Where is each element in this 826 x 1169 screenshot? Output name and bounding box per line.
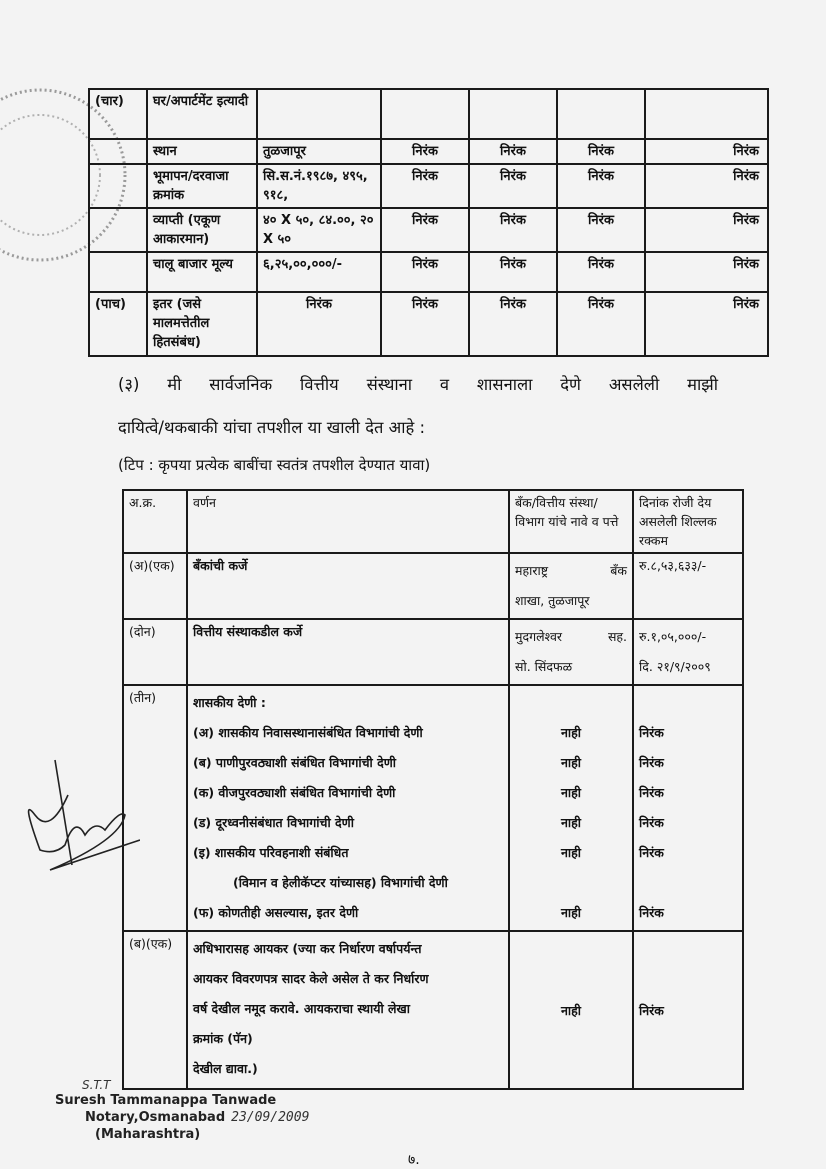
- sr-cell: (अ)(एक): [123, 553, 187, 619]
- govt-title: शासकीय देणी :: [193, 695, 266, 710]
- page-number: ७.: [408, 1152, 420, 1168]
- table-row: [89, 252, 768, 292]
- liabilities-table: [122, 489, 744, 1090]
- table-row: [89, 89, 768, 139]
- header-lender: बँक/वित्तीय संस्था/ विभाग यांचे नावे व पत्ते: [509, 490, 633, 553]
- govt-item: (फ) कोणतीही असल्यास, इतर देणी: [193, 905, 359, 920]
- sr-cell: [89, 252, 147, 292]
- col-cell: निरंक: [557, 292, 645, 356]
- word: (३): [118, 375, 140, 394]
- amount-value: निरंक: [639, 815, 664, 830]
- sr-cell: (चार): [89, 89, 147, 139]
- col-cell: निरंक: [469, 252, 557, 292]
- govt-item: (इ) शासकीय परिवहनाशी संबंधित: [193, 845, 349, 860]
- amount-cell: [633, 685, 743, 931]
- word: शासनाला: [476, 375, 533, 394]
- section3-line2: दायित्वे/थकबाकी यांचा तपशील या खाली देत आहे :: [118, 418, 426, 437]
- word: वित्तीय: [300, 375, 339, 394]
- lender-cell: [509, 619, 633, 685]
- tax-line: क्रमांक (पॅन): [193, 1031, 253, 1046]
- col-cell: निरंक: [645, 164, 768, 208]
- section3-note: (टिप : कृपया प्रत्येक बाबींचा स्वतंत्र तपशील देण्यात यावा): [118, 456, 431, 474]
- notary-block: [55, 1092, 309, 1143]
- value-cell: [257, 89, 381, 139]
- sr-cell: (ब)(एक): [123, 931, 187, 1089]
- lender-branch: सो. सिंदफळ: [515, 659, 573, 674]
- lender-branch: शाखा, तुळजापूर: [515, 593, 590, 608]
- col-cell: निरंक: [381, 252, 469, 292]
- desc-cell: भूमापन/दरवाजा क्रमांक: [147, 164, 257, 208]
- sr-cell: [89, 139, 147, 164]
- col-cell: निरंक: [469, 208, 557, 252]
- notary-initials: S.T.T: [82, 1078, 111, 1092]
- lender-name: मुदगलेश्वर: [515, 629, 563, 644]
- word: संस्थाना: [366, 375, 413, 394]
- signature-icon: [10, 755, 140, 875]
- notary-state: (Maharashtra): [95, 1127, 201, 1142]
- dept-value: नाही: [560, 815, 582, 830]
- col-cell: निरंक: [381, 164, 469, 208]
- table-row: [123, 685, 743, 931]
- value-cell: ६,२५,००,०००/-: [257, 252, 381, 292]
- notary-city: Notary,Osmanabad: [85, 1110, 226, 1125]
- govt-item: (ब) पाणीपुरवठ्याशी संबंधित विभागांची देणी: [193, 755, 397, 770]
- desc-cell: [187, 685, 509, 931]
- dept-value: नाही: [560, 845, 582, 860]
- table-row: [89, 139, 768, 164]
- section3-line1: [118, 372, 718, 395]
- amount-value: रु.१,०५,०००/-: [639, 629, 707, 644]
- tax-line: देखील द्यावा.): [193, 1061, 258, 1076]
- sr-cell: [89, 164, 147, 208]
- table-row: [123, 553, 743, 619]
- tax-line: आयकर विवरणपत्र सादर केले असेल ते कर निर्धारण: [193, 971, 429, 986]
- govt-item: (अ) शासकीय निवासस्थानासंबंधित विभागांची देणी: [193, 725, 423, 740]
- col-cell: [381, 89, 469, 139]
- lender-cell: [509, 685, 633, 931]
- desc-cell: वित्तीय संस्थाकडील कर्जे: [187, 619, 509, 685]
- col-cell: निरंक: [557, 208, 645, 252]
- amount-value: निरंक: [639, 755, 664, 770]
- col-cell: निरंक: [381, 208, 469, 252]
- col-cell: निरंक: [557, 164, 645, 208]
- word: असलेली: [608, 375, 660, 394]
- amount-value: निरंक: [633, 931, 743, 1089]
- notary-date: 23/09/2009: [231, 1110, 310, 1125]
- table-row: [123, 931, 743, 1089]
- col-cell: निरंक: [557, 252, 645, 292]
- word: व: [439, 375, 450, 394]
- desc-cell: इतर (जसे मालमत्तेतील हितसंबंध): [147, 292, 257, 356]
- header-sr: अ.क्र.: [123, 490, 187, 553]
- amount-value: निरंक: [639, 725, 664, 740]
- govt-item: (विमान व हेलीकॅप्टर यांच्यासह) विभागांची देणी: [233, 875, 448, 890]
- amount-cell: रु.८,५३,६३३/-: [633, 553, 743, 619]
- value-cell: सि.स.नं.१९८७, ४९५, ९१८,: [257, 164, 381, 208]
- dept-value: नाही: [560, 755, 582, 770]
- tax-line: वर्ष देखील नमूद करावे. आयकराचा स्थायी लेखा: [193, 1001, 410, 1016]
- col-cell: निरंक: [645, 208, 768, 252]
- col-cell: [645, 89, 768, 139]
- table-row: [123, 619, 743, 685]
- property-table: [88, 88, 769, 357]
- col-cell: निरंक: [469, 164, 557, 208]
- sr-cell: (पाच): [89, 292, 147, 356]
- header-amount: दिनांक रोजी देय असलेली शिल्लक रक्कम: [633, 490, 743, 553]
- amount-value: निरंक: [639, 905, 664, 920]
- desc-cell: चालू बाजार मूल्य: [147, 252, 257, 292]
- col-cell: निरंक: [645, 139, 768, 164]
- govt-item: (क) वीजपुरवठ्याशी संबंधित विभागांची देणी: [193, 785, 396, 800]
- dept-value: नाही: [509, 931, 633, 1089]
- lender-name: महाराष्ट्र: [515, 563, 549, 578]
- dept-value: नाही: [560, 905, 582, 920]
- table-row: [89, 164, 768, 208]
- desc-cell: घर/अपार्टमेंट इत्यादी: [147, 89, 257, 139]
- word: मी: [167, 375, 182, 394]
- col-cell: निरंक: [381, 292, 469, 356]
- value-cell: निरंक: [257, 292, 381, 356]
- lender-cell: [509, 553, 633, 619]
- amount-value: निरंक: [639, 845, 664, 860]
- value-cell: तुळजापूर: [257, 139, 381, 164]
- table-row: [89, 292, 768, 356]
- desc-cell: व्याप्ती (एकूण आकारमान): [147, 208, 257, 252]
- col-cell: निरंक: [469, 292, 557, 356]
- col-cell: निरंक: [381, 139, 469, 164]
- word: माझी: [687, 375, 718, 394]
- dept-value: नाही: [560, 725, 582, 740]
- sr-cell: (तीन): [123, 685, 187, 931]
- word: देणे: [560, 375, 581, 394]
- col-cell: [469, 89, 557, 139]
- amount-cell: [633, 619, 743, 685]
- notary-location: [55, 1109, 309, 1126]
- col-cell: [557, 89, 645, 139]
- sr-cell: (दोन): [123, 619, 187, 685]
- col-cell: निरंक: [557, 139, 645, 164]
- lender-name: बँक: [610, 563, 627, 578]
- sr-cell: [89, 208, 147, 252]
- desc-cell: [187, 931, 509, 1089]
- lender-name: सह.: [607, 629, 627, 644]
- amount-date: दि. २१/९/२००९: [639, 659, 711, 674]
- dept-value: नाही: [560, 785, 582, 800]
- col-cell: निरंक: [645, 252, 768, 292]
- notary-name: Suresh Tammanappa Tanwade: [55, 1093, 277, 1108]
- col-cell: निरंक: [645, 292, 768, 356]
- value-cell: ४० X ५०, ८४.००, २० X ५०: [257, 208, 381, 252]
- desc-cell: बँकांची कर्जे: [187, 553, 509, 619]
- desc-cell: स्थान: [147, 139, 257, 164]
- amount-value: निरंक: [639, 785, 664, 800]
- header-desc: वर्णन: [187, 490, 509, 553]
- col-cell: निरंक: [469, 139, 557, 164]
- tax-line: अधिभारासह आयकर (ज्या कर निर्धारण वर्षापर्यन्त: [193, 941, 422, 956]
- header-row: [123, 490, 743, 553]
- word: सार्वजनिक: [209, 375, 273, 394]
- govt-item: (ड) दूरध्वनीसंबंधात विभागांची देणी: [193, 815, 354, 830]
- table-row: [89, 208, 768, 252]
